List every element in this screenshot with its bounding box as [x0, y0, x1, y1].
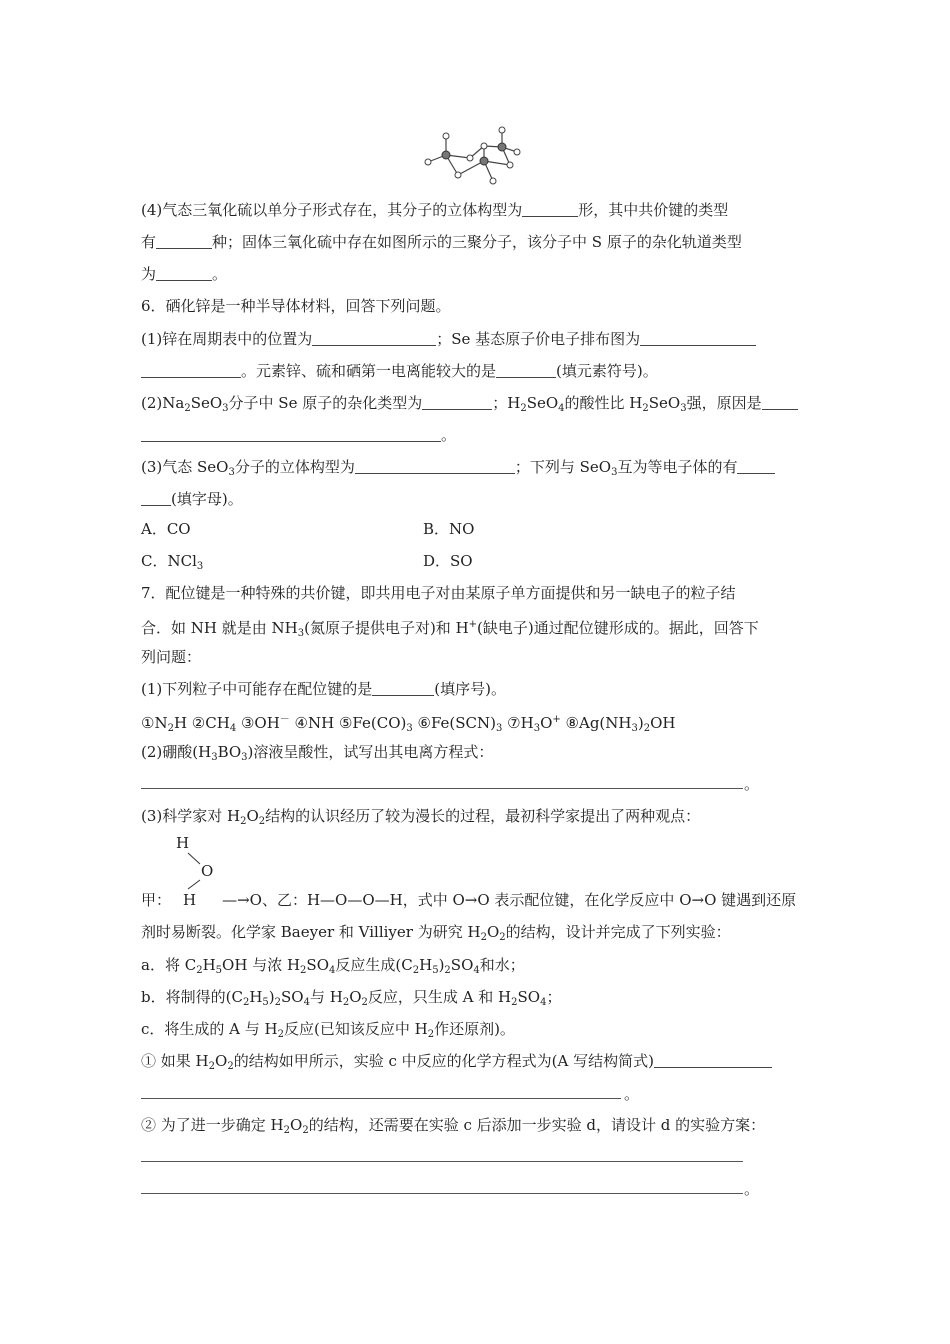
q6-option-a: A．CO [141, 520, 191, 538]
q7-break-line: 剂时易断裂。化学家 Baeyer 和 Villiyer 为研究 $H_2O_2$的结构，设计并完成了下列实验： [141, 923, 731, 943]
q6-part3: (3)气态 SeO$_3$分子的立体构型为 ；下列与 SeO$_3$互为等电子体的有 [141, 457, 775, 483]
q7-particles: $①N_2H$ $②CH_4$ ③OH－ ④NH $⑤Fe(CO)_3$ $⑥Fe(SCN)_3$ $⑦H_3O^+$ $⑧Ag(NH_3)_2OH$ [141, 714, 676, 734]
struct-h-top: H [176, 834, 190, 852]
answer-line-3-1[interactable] [141, 1098, 621, 1099]
q6-part2: $(2)Na_2SeO_3$分子中 Se 原子的杂化类型为 ；$H_2SeO_4$的酸性比 $H_2SeO_3$强，原因是 [141, 393, 798, 419]
q6-part1: (1)锌在周期表中的位置为 ；Se 基态原子价电子排布图为 [141, 329, 756, 349]
answer-line-3-2b[interactable] [141, 1193, 743, 1194]
q6-option-c: C．NCl$_3$ [141, 552, 204, 572]
q7-step-b: b．将制得的$(C_2H_5)_2SO_4$与 $H_2O_2$反应，只生成 A 和 $H_2SO_4$； [141, 988, 562, 1008]
answer-line-3-2a[interactable] [141, 1161, 743, 1162]
q6-option-b: B．NO [423, 520, 475, 538]
q7-part1: (1)下列粒子中可能存在配位键的是 (填序号)。 [141, 680, 506, 698]
q7-sub2: ② 为了进一步确定 $H_2O_2$的结构，还需要在实验 c 后添加一步实验 d，请设计 d 的实验方案： [141, 1116, 766, 1136]
q7-step-a: a．将 $C_2H_5OH$ 与浓 $H_2SO_4$反应生成$(C_2H_5)_2SO_4$和水； [141, 956, 525, 976]
q7-part3: (3)科学家对 $H_2O_2$结构的认识经历了较为漫长的过程，最初科学家提出了两种观点： [141, 807, 701, 827]
struct-o: O [201, 862, 214, 880]
answer-line-3-1-period: 。 [624, 1085, 640, 1103]
q7-line3: 列问题： [141, 648, 202, 666]
q7-line2: 合．如 NH 就是由 $NH_3$(氮原子提供电子对)和 H+(缺电子)通过配位键形成的。据此，回答下 [141, 619, 759, 639]
q6-title: 6．硒化锌是一种半导体材料，回答下列问题。 [141, 297, 451, 315]
q7-jia-line: 甲： H —→O、乙：H—O—O—H，式中 O→O 表示配位键，在化学反应中 O→O 键遇到还原 [141, 891, 797, 909]
q7-line1: 7．配位键是一种特殊的共价键，即共用电子对由某原子单方面提供和另一缺电子的粒子结 [141, 584, 736, 602]
q4-line1: (4)气态三氧化硫以单分子形式存在，其分子的立体构型为 形，其中共价键的类型 [141, 201, 729, 219]
q4-line2: 有 种；固体三氧化硫中存在如图所示的三聚分子，该分子中 S 原子的杂化轨道类型 [141, 233, 742, 251]
q6-option-d: D．SO [423, 552, 473, 570]
q6-part1-cont: 。元素锌、硫和硒第一电离能较大的是 (填元素符号)。 [141, 361, 658, 381]
answer-line-3-2-period: 。 [744, 1180, 760, 1198]
q7-sub1: ① 如果 $H_2O_2$的结构如甲所示，实验 c 中反应的化学方程式为(A 写结构简式) [141, 1051, 772, 1077]
answer-line-2-period: 。 [744, 775, 760, 793]
q6-part3-cont: (填字母)。 [141, 489, 243, 509]
q4-line3: 为 。 [141, 265, 228, 283]
q7-part2: (2)硼酸$(H_3BO_3)$溶液呈酸性，试写出其电离方程式： [141, 743, 494, 763]
so3-trimer-figure [420, 125, 530, 185]
struct-bonds [180, 850, 210, 890]
q7-step-c: c．将生成的 A 与 $H_2$反应(已知该反应中 $H_2$作还原剂)。 [141, 1020, 515, 1040]
answer-line-2[interactable] [141, 788, 743, 789]
q6-part2-cont: 。 [141, 425, 456, 445]
